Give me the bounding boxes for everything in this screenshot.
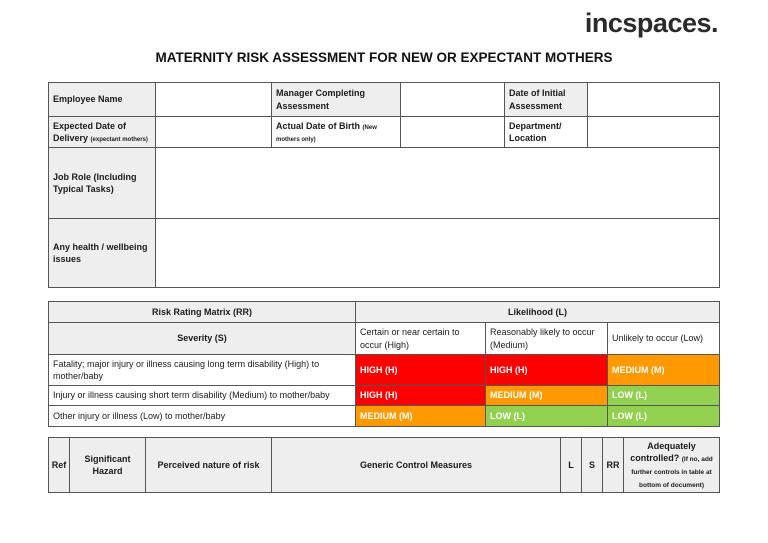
rating-cell: LOW (L) — [486, 406, 608, 427]
matrix-title: Risk Rating Matrix (RR) — [49, 302, 356, 323]
hazard-header: Significant Hazard — [70, 438, 146, 493]
rating-cell: HIGH (H) — [356, 386, 486, 406]
assessment-header-table — [48, 437, 720, 493]
manager-completing-field[interactable] — [401, 83, 505, 117]
expected-delivery-text: Expected Date of Delivery — [53, 120, 127, 143]
actual-birth-label — [272, 117, 401, 148]
rating-cell: LOW (L) — [608, 406, 720, 427]
severity-header: Severity (S) — [49, 323, 356, 355]
risk-rating-matrix — [48, 301, 720, 427]
health-issues-label: Any health / wellbeing issues — [49, 219, 156, 288]
severity-col-header: S — [582, 438, 603, 493]
likelihood-header: Likelihood (L) — [356, 302, 720, 323]
employee-name-field[interactable] — [156, 83, 272, 117]
rating-cell: LOW (L) — [608, 386, 720, 406]
likelihood-col-medium: Reasonably likely to occur (Medium) — [486, 323, 608, 355]
rating-cell: MEDIUM (M) — [608, 355, 720, 386]
likelihood-col-high: Certain or near certain to occur (High) — [356, 323, 486, 355]
likelihood-col-low: Unlikely to occur (Low) — [608, 323, 720, 355]
severity-row-medium: Injury or illness causing short term disability (Medium) to mother/baby — [49, 386, 356, 406]
rating-cell: HIGH (H) — [356, 355, 486, 386]
severity-row-low: Other injury or illness (Low) to mother/baby — [49, 406, 356, 427]
rr-col-header: RR — [603, 438, 624, 493]
risk-header: Perceived nature of risk — [146, 438, 272, 493]
expected-delivery-label — [49, 117, 156, 148]
expected-delivery-note: (expectant mothers) — [90, 137, 148, 143]
actual-birth-field[interactable] — [401, 117, 505, 148]
rating-cell: MEDIUM (M) — [356, 406, 486, 427]
date-initial-field[interactable] — [588, 83, 720, 117]
controls-header: Generic Control Measures — [272, 438, 561, 493]
date-initial-label: Date of Initial Assessment — [505, 83, 588, 117]
ref-header: Ref — [49, 438, 70, 493]
severity-row-high: Fatality; major injury or illness causing long term disability (High) to mother/baby — [49, 355, 356, 386]
actual-birth-note-b: mothers only) — [276, 137, 316, 143]
employee-name-label: Employee Name — [49, 83, 156, 117]
health-issues-field[interactable] — [156, 219, 720, 288]
rating-cell: HIGH (H) — [486, 355, 608, 386]
department-field[interactable] — [588, 117, 720, 148]
manager-completing-label: Manager Completing Assessment — [272, 83, 401, 117]
job-role-label: Job Role (Including Typical Tasks) — [49, 148, 156, 219]
expected-delivery-field[interactable] — [156, 117, 272, 148]
adequate-text: Adequately controlled? — [630, 441, 696, 464]
adequate-note: (If no, add further controls in table at bottom of document) — [631, 456, 713, 489]
likelihood-col-header: L — [561, 438, 582, 493]
incspaces-logo: incspaces. — [584, 8, 718, 38]
employee-details-table — [48, 82, 720, 288]
page-title: MATERNITY RISK ASSESSMENT FOR NEW OR EXPECTANT MOTHERS — [155, 50, 613, 65]
actual-birth-text: Actual Date of Birth — [276, 120, 361, 131]
actual-birth-note-a: (New — [362, 124, 377, 131]
job-role-field[interactable] — [156, 148, 720, 219]
rating-cell: MEDIUM (M) — [486, 386, 608, 406]
department-label: Department/ Location — [505, 117, 588, 148]
adequately-controlled-header — [624, 438, 720, 493]
